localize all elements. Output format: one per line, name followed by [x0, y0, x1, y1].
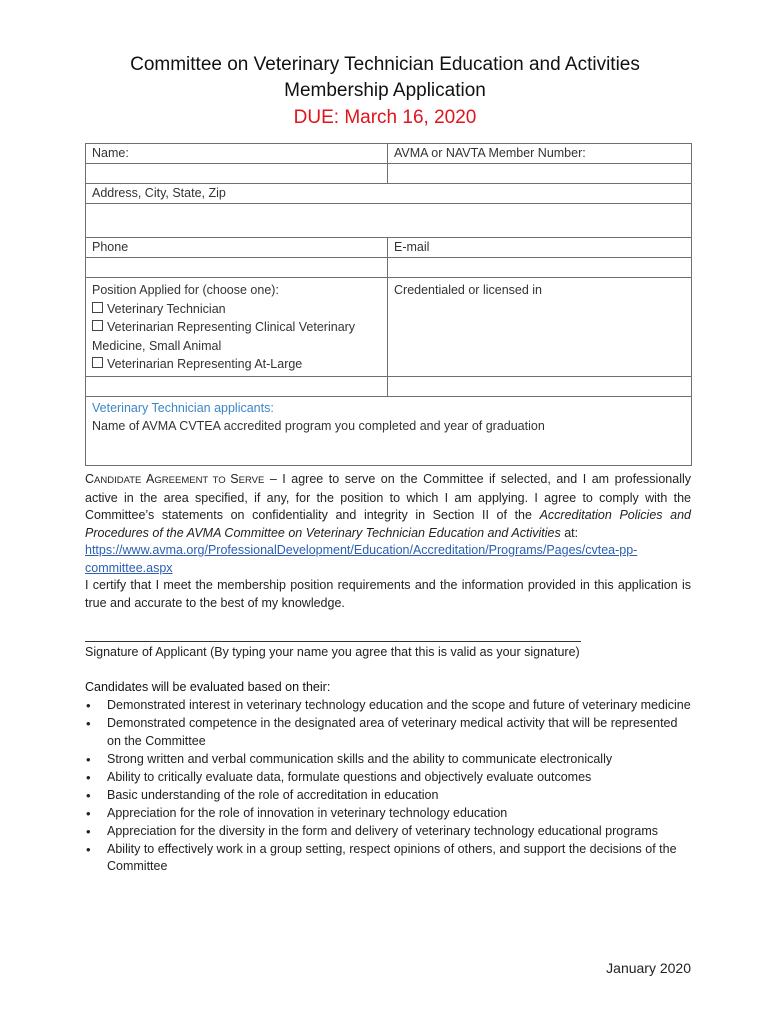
list-item: • Strong written and verbal communication skills and the ability to communicate electronically: [85, 751, 691, 769]
list-item: • Appreciation for the diversity in the form and delivery of veterinary technology educational programs: [85, 823, 691, 841]
position-option-label: Veterinarian Representing At-Large: [107, 357, 303, 371]
name-label: Name:: [86, 144, 388, 164]
address-field[interactable]: [86, 204, 692, 238]
title-line-1: Committee on Veterinary Technician Education and Activities: [130, 54, 640, 75]
list-item: • Ability to critically evaluate data, formulate questions and objectively evaluate outcomes: [85, 769, 691, 787]
credentialed-field[interactable]: [388, 376, 692, 396]
position-cell: [86, 278, 388, 377]
checkbox-icon[interactable]: [92, 302, 103, 313]
agreement-text: – I agree to serve on the Committee if selected, and I am professionally active in the area specified, if any, for the position to which I am applying. I agree to comply with the Committee’s statements on confidentiality and integrity in Section II of the: [85, 472, 691, 522]
checkbox-icon[interactable]: [92, 357, 103, 368]
credentialed-label: Credentialed or licensed in: [394, 283, 543, 297]
signature-line[interactable]: [85, 641, 581, 642]
policy-title: Accreditation Policies and Procedures of the AVMA Committee on Veterinary Technician Education and Activities: [85, 508, 691, 540]
member-number-field[interactable]: [388, 164, 692, 184]
email-label: E-mail: [388, 238, 692, 258]
position-label: Position Applied for (choose one):: [92, 283, 279, 297]
list-item: • Ability to effectively work in a group setting, respect opinions of others, and support the decisions of the Committee: [85, 841, 691, 876]
position-option-at-large[interactable]: [92, 355, 381, 374]
vet-tech-applicants-label: Veterinary Technician applicants:: [92, 400, 274, 415]
due-date: DUE: March 16, 2020: [293, 107, 477, 128]
evaluation-criteria-list: [85, 697, 691, 876]
member-number-label: AVMA or NAVTA Member Number:: [388, 144, 692, 164]
name-field[interactable]: [86, 164, 388, 184]
email-field[interactable]: [388, 258, 692, 278]
phone-label: Phone: [86, 238, 388, 258]
evaluation-title: Candidates will be evaluated based on their:: [85, 680, 331, 694]
list-item: • Basic understanding of the role of accreditation in education: [85, 787, 691, 805]
program-cell[interactable]: [86, 396, 692, 465]
credentialed-cell: [388, 278, 692, 377]
phone-field[interactable]: [86, 258, 388, 278]
application-form-table: [85, 143, 692, 466]
position-option-vet-tech[interactable]: [92, 300, 381, 319]
position-option-label: Veterinarian Representing Clinical Veterinary Medicine, Small Animal: [92, 320, 356, 353]
certify-text: I certify that I meet the membership position requirements and the information provided in this application is true and accurate to the best of my knowledge.: [85, 578, 691, 610]
candidate-agreement: [85, 471, 691, 612]
signature-caption: Signature of Applicant (By typing your name you agree that this is valid as your signature): [85, 645, 580, 659]
list-item: • Appreciation for the role of innovation in veterinary technology education: [85, 805, 691, 823]
list-item: • Demonstrated interest in veterinary technology education and the scope and future of veterinary medicine: [85, 697, 691, 715]
position-option-label: Veterinary Technician: [107, 301, 226, 316]
agreement-heading: CANDIDATE AGREEMENT TO SERVE: [85, 472, 265, 486]
program-label: Name of AVMA CVTEA accredited program you completed and year of graduation: [92, 418, 545, 433]
list-item: • Demonstrated competence in the designated area of veterinary medical activity that will be represented on the Committee: [85, 715, 691, 750]
address-label: Address, City, State, Zip: [86, 184, 692, 204]
position-option-clinical-vet[interactable]: [92, 318, 381, 355]
position-field[interactable]: [86, 376, 388, 396]
footer-date: January 2020: [606, 960, 691, 976]
policy-link[interactable]: https://www.avma.org/ProfessionalDevelopment/Education/Accreditation/Programs/Pages/cvtea-pp- committee.aspx: [85, 543, 638, 575]
agreement-text-end: at:: [560, 525, 579, 540]
page-header: [0, 52, 770, 131]
title-line-2: Membership Application: [284, 80, 486, 101]
checkbox-icon[interactable]: [92, 320, 103, 331]
